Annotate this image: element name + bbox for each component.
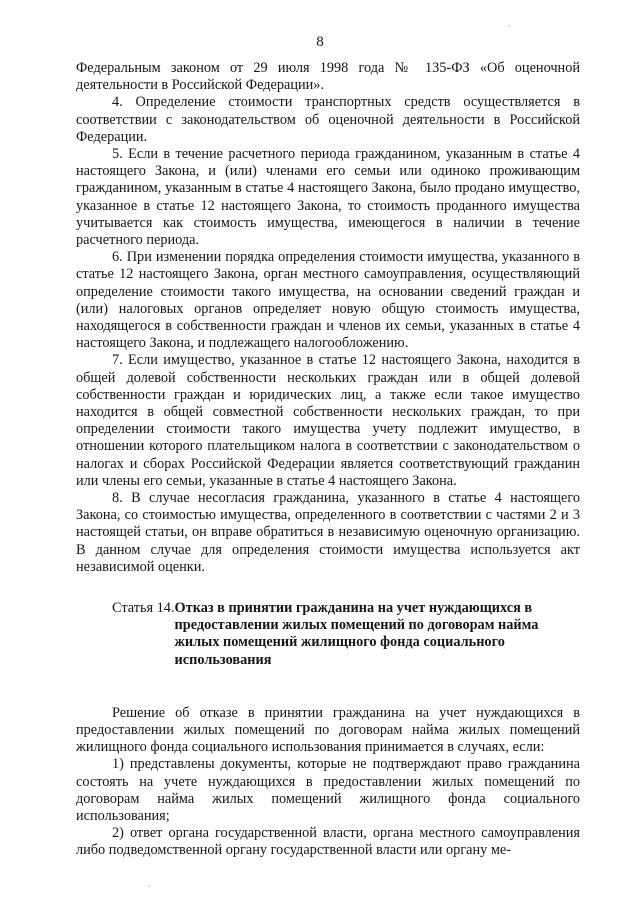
article-paragraph-intro: Решение об отказе в принятии гражданина на учет нуждающихся в предоставлении жилых помещений по договорам найма жилых помещений жилищного фонда социального использования принимается в случаях, если:	[76, 704, 580, 756]
page-number: 8	[316, 34, 324, 50]
paragraph-continuation: Федеральным законом от 29 июля 1998 года № 135-ФЗ «Об оценочной деятельности в Российской Федерации».	[76, 60, 580, 94]
article-paragraph-item-1: 1) представлены документы, которые не подтверждают право гражданина состоять на учете нуждающихся в предоставлении жилых помещений по договорам найма жилых помещений жилищного фонда социального использования;	[76, 756, 580, 825]
scan-speck: ·	[148, 882, 151, 891]
article-14	[76, 600, 580, 860]
paragraph-item-4: 4. Определение стоимости транспортных средств осуществляется в соответствии с законодательством об оценочной деятельности в Российской Федерации.	[76, 94, 580, 145]
article-label: Статья 14.	[112, 600, 175, 616]
paragraph-item-8: 8. В случае несогласия гражданина, указанного в статье 4 настоящего Закона, со стоимостью имущества, определенного в соответствии с частями 2 и 3 настоящей статьи, он вправе обратиться в независимую оценочную организацию. В данном случае для определения стоимости имущества используется акт независимой оценки.	[76, 490, 580, 575]
article-title-text: Отказ в принятии гражданина на учет нуждающихся в предоставлении жилых помещений по договорам найма жилых помещений жилищного фонда социального использования	[174, 600, 539, 668]
paragraph-item-7: 7. Если имущество, указанное в статье 12 настоящего Закона, находится в общей долевой собственности нескольких граждан или в общей долевой собственности граждан и юридических лиц, а также если такое имущество находится в общей совместной собственности нескольких граждан, то при определении стоимости такого имущества учету подлежит имущество, в отношении которого плательщиком налога в соответствии с законодательством о налогах и сборах Российской Федерации является соответствующий гражданин или члены его семьи, указанные в статье 4 настоящего Закона.	[76, 352, 580, 489]
document-body	[76, 60, 580, 576]
article-heading	[112, 600, 580, 669]
article-title	[175, 600, 580, 669]
paragraph-item-6: 6. При изменении порядка определения стоимости имущества, указанного в статье 12 настоящего Закона, орган местного самоуправления, осуществляющий определение стоимости такого имущества, на основании сведений граждан и (или) налоговых органов определяет новую общую стоимость имущества, находящегося в собственности граждан и членов их семьи, указанных в статье 4 настоящего Закона, и подлежащего налогообложению.	[76, 249, 580, 352]
scan-speck: ·	[508, 22, 511, 31]
paragraph-item-5: 5. Если в течение расчетного периода гражданином, указанным в статье 4 настоящего Закона, и (или) членами его семьи или одиноко проживающим гражданином, указанным в статье 4 настоящего Закона, было продано имущество, указанное в статье 12 настоящего Закона, то стоимость проданного имущества учитывается как стоимость имущества, имеющегося в наличии в течение расчетного периода.	[76, 146, 580, 249]
article-paragraph-item-2: 2) ответ органа государственной власти, органа местного самоуправления либо подведомственной органу государственной власти или органу ме-	[76, 825, 580, 859]
